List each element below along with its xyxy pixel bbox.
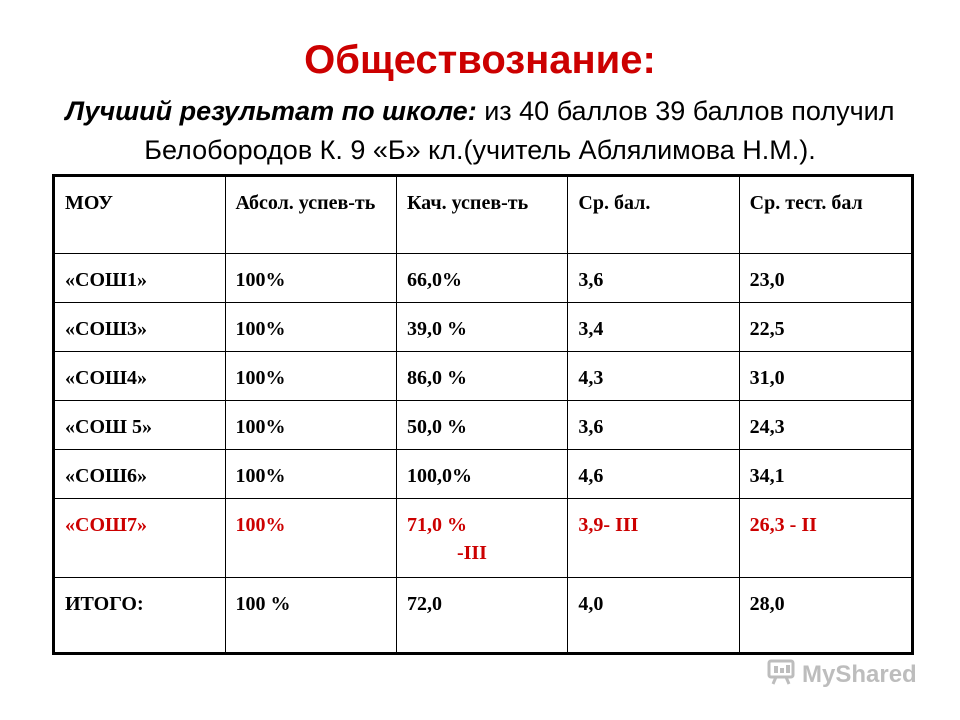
table-cell: 28,0 <box>739 578 912 654</box>
table-cell: 4,3 <box>568 352 739 401</box>
header-cell: Абсол. успев-ть <box>225 176 396 254</box>
table-cell: 39,0 % <box>396 303 567 352</box>
table-row <box>54 254 913 303</box>
table-header-row <box>54 176 913 254</box>
table-cell: 100% <box>225 499 396 578</box>
table-cell: 23,0 <box>739 254 912 303</box>
qual-value: 71,0 % <box>406 514 467 536</box>
page-title: Обществознание: <box>304 38 656 82</box>
table-cell: 66,0% <box>396 254 567 303</box>
table-cell: 3,6 <box>568 254 739 303</box>
table-cell: 34,1 <box>739 450 912 499</box>
table-cell: ИТОГО: <box>54 578 226 654</box>
results-table <box>52 174 914 655</box>
subtitle-text: из 40 баллов 39 баллов получил Белобородов К. 9 «Б» кл.(учитель Аблялимова Н.М.). <box>144 96 895 165</box>
total-row <box>54 578 913 654</box>
table-cell: 100% <box>225 303 396 352</box>
table-cell: 22,5 <box>739 303 912 352</box>
table-cell: 3,9- III <box>568 499 739 578</box>
table-cell: «СОШ 5» <box>54 401 226 450</box>
table-cell: 26,3 - II <box>739 499 912 578</box>
table-cell: 86,0 % <box>396 352 567 401</box>
subtitle-lead: Лучший результат по школе: <box>65 96 477 126</box>
table-cell: 3,6 <box>568 401 739 450</box>
table-row <box>54 401 913 450</box>
table-cell: 24,3 <box>739 401 912 450</box>
table-cell: 100% <box>225 254 396 303</box>
qual-rank: -III <box>456 542 487 564</box>
table-cell <box>396 499 567 578</box>
header-cell: Ср. бал. <box>568 176 739 254</box>
watermark <box>766 656 917 693</box>
subtitle <box>30 92 930 170</box>
header-cell: Ср. тест. бал <box>739 176 912 254</box>
table-cell: 100,0% <box>396 450 567 499</box>
table-cell: 100% <box>225 450 396 499</box>
header-cell: Кач. успев-ть <box>396 176 567 254</box>
watermark-text: MyShared <box>802 660 917 688</box>
table-cell: «СОШ7» <box>54 499 226 578</box>
table-row <box>54 352 913 401</box>
table-cell: «СОШ4» <box>54 352 226 401</box>
table-row <box>54 303 913 352</box>
table-cell: 50,0 % <box>396 401 567 450</box>
table-cell: 100% <box>225 352 396 401</box>
table-row <box>54 450 913 499</box>
table-cell: 3,4 <box>568 303 739 352</box>
table-cell: 72,0 <box>396 578 567 654</box>
table-cell: 4,0 <box>568 578 739 654</box>
table-cell: 100% <box>225 401 396 450</box>
table-cell: 31,0 <box>739 352 912 401</box>
table-cell: 100 % <box>225 578 396 654</box>
table-cell: «СОШ1» <box>54 254 226 303</box>
table-cell: «СОШ3» <box>54 303 226 352</box>
table-cell: 4,6 <box>568 450 739 499</box>
header-cell: МОУ <box>54 176 226 254</box>
highlight-row <box>54 499 913 578</box>
presentation-icon <box>766 656 796 693</box>
table-cell: «СОШ6» <box>54 450 226 499</box>
